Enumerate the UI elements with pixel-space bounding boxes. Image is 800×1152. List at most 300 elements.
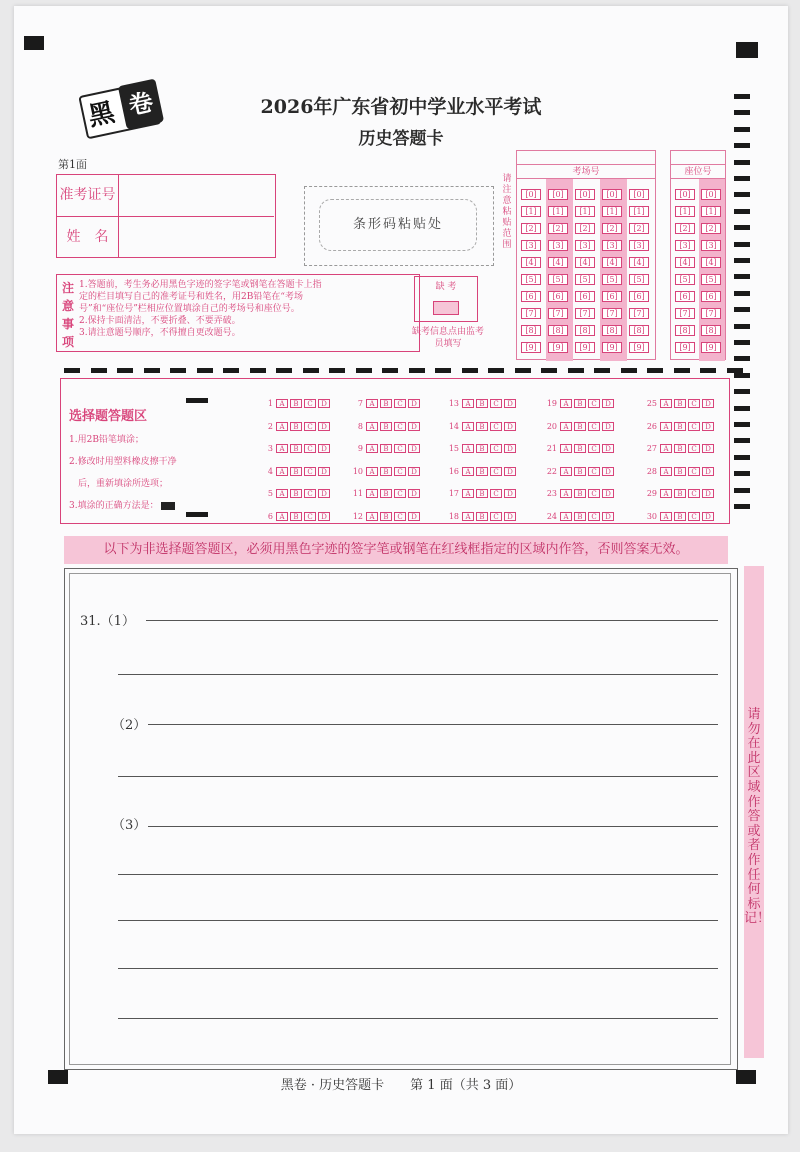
option-bubble[interactable]: B	[380, 467, 392, 476]
omr-bubble[interactable]: [5]	[602, 274, 622, 285]
option-bubble[interactable]: B	[476, 444, 488, 453]
option-bubble[interactable]: A	[276, 489, 288, 498]
question-number: 23	[546, 489, 557, 499]
option-bubble[interactable]: D	[408, 489, 420, 498]
option-bubble[interactable]: C	[304, 467, 316, 476]
timing-mark-horizontal	[197, 368, 213, 373]
option-bubble[interactable]: D	[602, 399, 614, 408]
omr-bubble[interactable]: [1]	[548, 206, 568, 217]
option-bubble[interactable]: B	[674, 422, 686, 431]
question-number: 29	[646, 489, 657, 499]
question-number: 3	[267, 444, 273, 454]
option-bubble[interactable]: A	[660, 467, 672, 476]
option-bubble[interactable]: A	[560, 467, 572, 476]
omr-bubble[interactable]: [5]	[548, 274, 568, 285]
option-bubble[interactable]: C	[304, 444, 316, 453]
option-bubble[interactable]: C	[394, 489, 406, 498]
omr-bubble[interactable]: [8]	[548, 325, 568, 336]
omr-bubble[interactable]: [5]	[629, 274, 649, 285]
omr-bubble[interactable]: [0]	[629, 189, 649, 200]
option-bubble[interactable]: C	[394, 422, 406, 431]
option-bubble[interactable]: C	[490, 422, 502, 431]
option-bubble[interactable]: A	[462, 399, 474, 408]
option-bubble[interactable]: B	[380, 444, 392, 453]
option-bubble[interactable]: D	[318, 444, 330, 453]
omr-bubble[interactable]: [1]	[629, 206, 649, 217]
omr-bubble[interactable]: [9]	[629, 342, 649, 353]
option-bubble[interactable]: D	[504, 512, 516, 521]
exam-room-grid	[516, 150, 656, 360]
omr-bubble[interactable]: [8]	[575, 325, 595, 336]
omr-bubble[interactable]: [2]	[701, 223, 721, 234]
option-bubble[interactable]: C	[394, 399, 406, 408]
omr-bubble[interactable]: [1]	[521, 206, 541, 217]
timing-mark-horizontal	[435, 368, 451, 373]
option-bubble[interactable]: C	[588, 422, 600, 431]
option-bubble[interactable]: D	[602, 489, 614, 498]
omr-bubble[interactable]: [0]	[548, 189, 568, 200]
question-number: 21	[546, 444, 557, 454]
omr-bubble[interactable]: [0]	[701, 189, 721, 200]
choice-instructions	[69, 429, 219, 517]
option-bubble[interactable]: B	[476, 422, 488, 431]
option-bubble[interactable]: D	[318, 512, 330, 521]
question-row	[259, 422, 332, 431]
option-bubble[interactable]: A	[366, 422, 378, 431]
omr-bubble[interactable]: [4]	[701, 257, 721, 268]
omr-bubble[interactable]: [2]	[575, 223, 595, 234]
omr-bubble[interactable]: [0]	[675, 189, 695, 200]
notice-line: 3.请注意题号顺序，不得擅自更改题号。	[79, 328, 241, 338]
omr-bubble[interactable]: [6]	[701, 291, 721, 302]
option-bubble[interactable]: A	[560, 422, 572, 431]
option-bubble[interactable]: D	[318, 399, 330, 408]
question-number: 24	[546, 512, 557, 521]
option-bubble[interactable]: A	[660, 399, 672, 408]
timing-mark-horizontal	[329, 368, 345, 373]
answer-line	[118, 1018, 718, 1019]
option-bubble[interactable]: A	[462, 422, 474, 431]
option-bubble[interactable]: D	[408, 467, 420, 476]
omr-bubble[interactable]: [3]	[548, 240, 568, 251]
notice-label-4: 项	[62, 335, 75, 349]
timing-mark	[734, 340, 750, 345]
omr-bubble[interactable]: [7]	[548, 308, 568, 319]
choice-timing-mark	[186, 398, 208, 403]
option-bubble[interactable]: D	[504, 467, 516, 476]
option-bubble[interactable]: B	[290, 399, 302, 408]
timing-mark	[734, 438, 750, 443]
timing-mark	[734, 176, 750, 181]
omr-bubble[interactable]: [5]	[575, 274, 595, 285]
question-number: 16	[448, 466, 459, 476]
option-bubble[interactable]: C	[394, 512, 406, 521]
timing-mark-horizontal	[303, 368, 319, 373]
timing-mark	[734, 94, 750, 99]
omr-bubble[interactable]: [3]	[629, 240, 649, 251]
omr-bubble[interactable]: [9]	[602, 342, 622, 353]
omr-bubble[interactable]: [2]	[629, 223, 649, 234]
option-bubble[interactable]: B	[380, 422, 392, 431]
omr-bubble[interactable]: [3]	[602, 240, 622, 251]
question-number: 12	[352, 512, 363, 521]
omr-bubble[interactable]: [6]	[629, 291, 649, 302]
omr-bubble[interactable]: [6]	[548, 291, 568, 302]
question-number: 5	[267, 489, 273, 499]
option-bubble[interactable]: B	[290, 444, 302, 453]
question-number: 18	[448, 512, 459, 521]
option-bubble[interactable]: C	[588, 489, 600, 498]
option-bubble[interactable]: D	[602, 444, 614, 453]
option-bubble[interactable]: D	[318, 422, 330, 431]
omr-bubble[interactable]: [1]	[675, 206, 695, 217]
option-bubble[interactable]: B	[290, 512, 302, 521]
omr-bubble[interactable]: [6]	[575, 291, 595, 302]
option-bubble[interactable]: B	[574, 399, 586, 408]
omr-bubble[interactable]: [9]	[521, 342, 541, 353]
omr-bubble[interactable]: [0]	[521, 189, 541, 200]
option-bubble[interactable]: C	[490, 512, 502, 521]
option-bubble[interactable]: B	[574, 489, 586, 498]
question-number: 9	[357, 444, 363, 454]
timing-mark	[734, 160, 750, 165]
option-bubble[interactable]: A	[276, 512, 288, 521]
option-bubble[interactable]: A	[366, 444, 378, 453]
option-bubble[interactable]: B	[674, 489, 686, 498]
instruction-line: 后，重新填涂所选项；	[69, 479, 169, 489]
omr-bubble[interactable]: [9]	[701, 342, 721, 353]
question-row	[643, 467, 716, 476]
option-bubble[interactable]: D	[408, 444, 420, 453]
question-row	[349, 422, 422, 431]
notice-line: 2.保持卡面清洁，不要折叠、不要弄破。	[79, 316, 241, 326]
option-bubble[interactable]: A	[462, 489, 474, 498]
option-bubble[interactable]: D	[602, 512, 614, 521]
option-bubble[interactable]: C	[304, 512, 316, 521]
omr-bubble[interactable]: [3]	[521, 240, 541, 251]
answer-line	[118, 920, 718, 921]
option-bubble[interactable]: A	[660, 422, 672, 431]
option-bubble[interactable]: C	[688, 444, 700, 453]
option-bubble[interactable]: C	[688, 467, 700, 476]
timing-mark-horizontal	[170, 368, 186, 373]
notice-line: 号”和“座位号”栏相应位置填涂自己的考场号和座位号。	[79, 304, 300, 314]
option-bubble[interactable]: C	[304, 422, 316, 431]
question-row	[349, 444, 422, 453]
question-row	[543, 444, 616, 453]
omr-bubble[interactable]: [5]	[701, 274, 721, 285]
timing-mark	[734, 192, 750, 197]
option-bubble[interactable]: B	[290, 489, 302, 498]
name-row[interactable]	[57, 216, 274, 257]
candidate-info-table	[56, 174, 276, 258]
omr-bubble[interactable]: [0]	[575, 189, 595, 200]
omr-bubble[interactable]: [4]	[575, 257, 595, 268]
option-bubble[interactable]: D	[702, 422, 714, 431]
option-bubble[interactable]: B	[476, 489, 488, 498]
question-number: 20	[546, 421, 557, 431]
timing-mark	[734, 274, 750, 279]
option-bubble[interactable]: C	[490, 444, 502, 453]
option-bubble[interactable]: A	[560, 512, 572, 521]
omr-bubble[interactable]: [7]	[675, 308, 695, 319]
question-number: 10	[352, 466, 363, 476]
omr-bubble[interactable]: [8]	[701, 325, 721, 336]
option-bubble[interactable]: D	[702, 512, 714, 521]
page-footer: 黑卷 · 历史答题卡 第 1 面（共 3 面）	[280, 1078, 522, 1093]
timing-mark	[734, 127, 750, 132]
omr-bubble[interactable]: [1]	[701, 206, 721, 217]
option-bubble[interactable]: B	[674, 512, 686, 521]
option-bubble[interactable]: A	[660, 444, 672, 453]
option-bubble[interactable]: B	[574, 467, 586, 476]
option-bubble[interactable]: D	[702, 467, 714, 476]
omr-column	[519, 179, 546, 361]
no-write-zone	[744, 566, 771, 1058]
omr-bubble[interactable]: [1]	[602, 206, 622, 217]
option-bubble[interactable]: C	[688, 399, 700, 408]
answer-inner-frame	[69, 573, 731, 1065]
notice-box	[56, 274, 420, 352]
omr-bubble[interactable]: [3]	[675, 240, 695, 251]
omr-bubble[interactable]: [4]	[521, 257, 541, 268]
omr-bubble[interactable]: [6]	[602, 291, 622, 302]
option-bubble[interactable]: A	[462, 512, 474, 521]
question-row	[445, 422, 518, 431]
notice-line: 定的栏目填写自己的准考证号和姓名，用2B铅笔在“考场	[79, 292, 303, 302]
option-bubble[interactable]: B	[476, 467, 488, 476]
omr-bubble[interactable]: [7]	[521, 308, 541, 319]
option-bubble[interactable]: B	[380, 399, 392, 408]
instruction-line: 1.用2B铅笔填涂；	[69, 435, 144, 445]
option-bubble[interactable]: D	[318, 489, 330, 498]
timing-mark	[734, 324, 750, 329]
question-31-part-2-label: （2）	[112, 718, 147, 733]
omr-bubble[interactable]: [9]	[548, 342, 568, 353]
instruction-line: 3.填涂的正确方法是：	[69, 495, 219, 517]
choice-timing-mark	[186, 512, 208, 517]
answer-line	[146, 620, 718, 621]
timing-mark-horizontal	[568, 368, 584, 373]
answer-line	[148, 826, 718, 827]
option-bubble[interactable]: B	[674, 444, 686, 453]
omr-bubble[interactable]: [4]	[675, 257, 695, 268]
omr-bubble[interactable]: [4]	[548, 257, 568, 268]
timing-mark-horizontal	[409, 368, 425, 373]
option-bubble[interactable]: D	[702, 444, 714, 453]
option-bubble[interactable]: A	[366, 512, 378, 521]
timing-mark	[734, 291, 750, 296]
omr-bubble[interactable]: [2]	[675, 223, 695, 234]
corner-mark-top-right	[736, 42, 758, 58]
option-bubble[interactable]: C	[394, 467, 406, 476]
absent-bubble[interactable]	[433, 301, 459, 315]
option-bubble[interactable]: D	[318, 467, 330, 476]
option-bubble[interactable]: D	[504, 489, 516, 498]
option-bubble[interactable]: A	[660, 512, 672, 521]
question-row	[349, 467, 422, 476]
option-bubble[interactable]: D	[702, 399, 714, 408]
answer-line	[118, 776, 718, 777]
question-number: 14	[448, 421, 459, 431]
timing-mark	[734, 406, 750, 411]
omr-bubble[interactable]: [0]	[602, 189, 622, 200]
omr-bubble[interactable]: [5]	[521, 274, 541, 285]
option-bubble[interactable]: C	[588, 467, 600, 476]
answer-line	[118, 968, 718, 969]
timing-mark	[734, 307, 750, 312]
absent-note: 缺考信息点由监考员填写	[411, 327, 484, 349]
option-bubble[interactable]: C	[490, 489, 502, 498]
option-bubble[interactable]: C	[688, 512, 700, 521]
omr-bubble[interactable]: [7]	[602, 308, 622, 319]
option-bubble[interactable]: B	[476, 399, 488, 408]
option-bubble[interactable]: C	[394, 444, 406, 453]
omr-bubble[interactable]: [8]	[602, 325, 622, 336]
exam-room-header: 考场号	[572, 167, 600, 177]
absent-box	[414, 276, 478, 322]
question-31-part-1-label: 31.（1）	[80, 614, 135, 629]
timing-mark-horizontal	[674, 368, 690, 373]
option-bubble[interactable]: D	[602, 467, 614, 476]
seat-grid	[670, 150, 726, 360]
option-bubble[interactable]: C	[588, 512, 600, 521]
answer-area[interactable]	[64, 568, 738, 1070]
question-number: 27	[646, 444, 657, 454]
option-bubble[interactable]: D	[408, 399, 420, 408]
option-bubble[interactable]: B	[674, 467, 686, 476]
option-bubble[interactable]: A	[366, 467, 378, 476]
omr-column	[573, 179, 600, 361]
timing-mark	[734, 504, 750, 509]
option-bubble[interactable]: A	[560, 444, 572, 453]
question-row	[349, 512, 422, 521]
option-bubble[interactable]: B	[290, 467, 302, 476]
omr-column	[627, 179, 654, 361]
omr-bubble[interactable]: [2]	[548, 223, 568, 234]
option-bubble[interactable]: A	[276, 467, 288, 476]
option-bubble[interactable]: D	[408, 512, 420, 521]
option-bubble[interactable]: A	[660, 489, 672, 498]
question-row	[543, 512, 616, 521]
question-row	[259, 399, 332, 408]
paste-range-note: 请注意粘贴范围	[502, 174, 512, 250]
option-bubble[interactable]: D	[602, 422, 614, 431]
option-bubble[interactable]: A	[276, 399, 288, 408]
option-bubble[interactable]: B	[574, 422, 586, 431]
omr-bubble[interactable]: [7]	[575, 308, 595, 319]
option-bubble[interactable]: B	[380, 512, 392, 521]
option-bubble[interactable]: D	[504, 444, 516, 453]
omr-bubble[interactable]: [7]	[701, 308, 721, 319]
option-bubble[interactable]: D	[504, 399, 516, 408]
omr-bubble[interactable]: [5]	[675, 274, 695, 285]
option-bubble[interactable]: C	[688, 489, 700, 498]
timing-mark-horizontal	[250, 368, 266, 373]
omr-bubble[interactable]: [7]	[629, 308, 649, 319]
omr-bubble[interactable]: [6]	[675, 291, 695, 302]
omr-column	[699, 179, 725, 361]
omr-bubble[interactable]: [9]	[675, 342, 695, 353]
omr-bubble[interactable]: [8]	[521, 325, 541, 336]
question-row	[543, 422, 616, 431]
timing-mark	[734, 225, 750, 230]
omr-bubble[interactable]: [8]	[675, 325, 695, 336]
option-bubble[interactable]: C	[588, 444, 600, 453]
omr-bubble[interactable]: [8]	[629, 325, 649, 336]
option-bubble[interactable]: C	[490, 399, 502, 408]
omr-bubble[interactable]: [6]	[521, 291, 541, 302]
omr-bubble[interactable]: [1]	[575, 206, 595, 217]
omr-bubble[interactable]: [2]	[521, 223, 541, 234]
question-number: 15	[448, 444, 459, 454]
question-row	[349, 399, 422, 408]
timing-mark-horizontal	[91, 368, 107, 373]
option-bubble[interactable]: A	[560, 489, 572, 498]
question-number: 1	[267, 399, 273, 408]
omr-bubble[interactable]: [3]	[575, 240, 595, 251]
omr-bubble[interactable]: [4]	[629, 257, 649, 268]
omr-bubble[interactable]: [4]	[602, 257, 622, 268]
option-bubble[interactable]: A	[276, 422, 288, 431]
option-bubble[interactable]: B	[574, 512, 586, 521]
option-bubble[interactable]: B	[290, 422, 302, 431]
question-row	[643, 399, 716, 408]
option-bubble[interactable]: A	[366, 489, 378, 498]
option-bubble[interactable]: D	[504, 422, 516, 431]
option-bubble[interactable]: A	[366, 399, 378, 408]
omr-bubble[interactable]: [9]	[575, 342, 595, 353]
timing-mark-horizontal	[727, 368, 743, 373]
filled-example	[161, 502, 175, 510]
omr-bubble[interactable]: [3]	[701, 240, 721, 251]
question-row	[259, 512, 332, 521]
option-bubble[interactable]: B	[476, 512, 488, 521]
option-bubble[interactable]: C	[304, 489, 316, 498]
option-bubble[interactable]: A	[276, 444, 288, 453]
option-bubble[interactable]: B	[674, 399, 686, 408]
option-bubble[interactable]: D	[702, 489, 714, 498]
exam-number-row[interactable]	[57, 175, 274, 216]
question-row	[643, 422, 716, 431]
option-bubble[interactable]: A	[560, 399, 572, 408]
timing-mark	[734, 143, 750, 148]
answer-line	[118, 874, 718, 875]
timing-mark	[734, 455, 750, 460]
option-bubble[interactable]: C	[304, 399, 316, 408]
question-row	[259, 489, 332, 498]
option-bubble[interactable]: C	[490, 467, 502, 476]
question-row	[643, 444, 716, 453]
omr-bubble[interactable]: [2]	[602, 223, 622, 234]
answer-sheet	[14, 6, 788, 1134]
question-row	[445, 489, 518, 498]
omr-column	[673, 179, 699, 361]
option-bubble[interactable]: D	[408, 422, 420, 431]
question-number: 4	[267, 466, 273, 476]
option-bubble[interactable]: A	[462, 467, 474, 476]
question-row	[643, 489, 716, 498]
option-bubble[interactable]: B	[574, 444, 586, 453]
question-row	[543, 489, 616, 498]
question-row	[643, 512, 716, 521]
timing-mark	[734, 389, 750, 394]
option-bubble[interactable]: A	[462, 444, 474, 453]
option-bubble[interactable]: C	[688, 422, 700, 431]
question-number: 28	[646, 466, 657, 476]
option-bubble[interactable]: B	[380, 489, 392, 498]
option-bubble[interactable]: C	[588, 399, 600, 408]
